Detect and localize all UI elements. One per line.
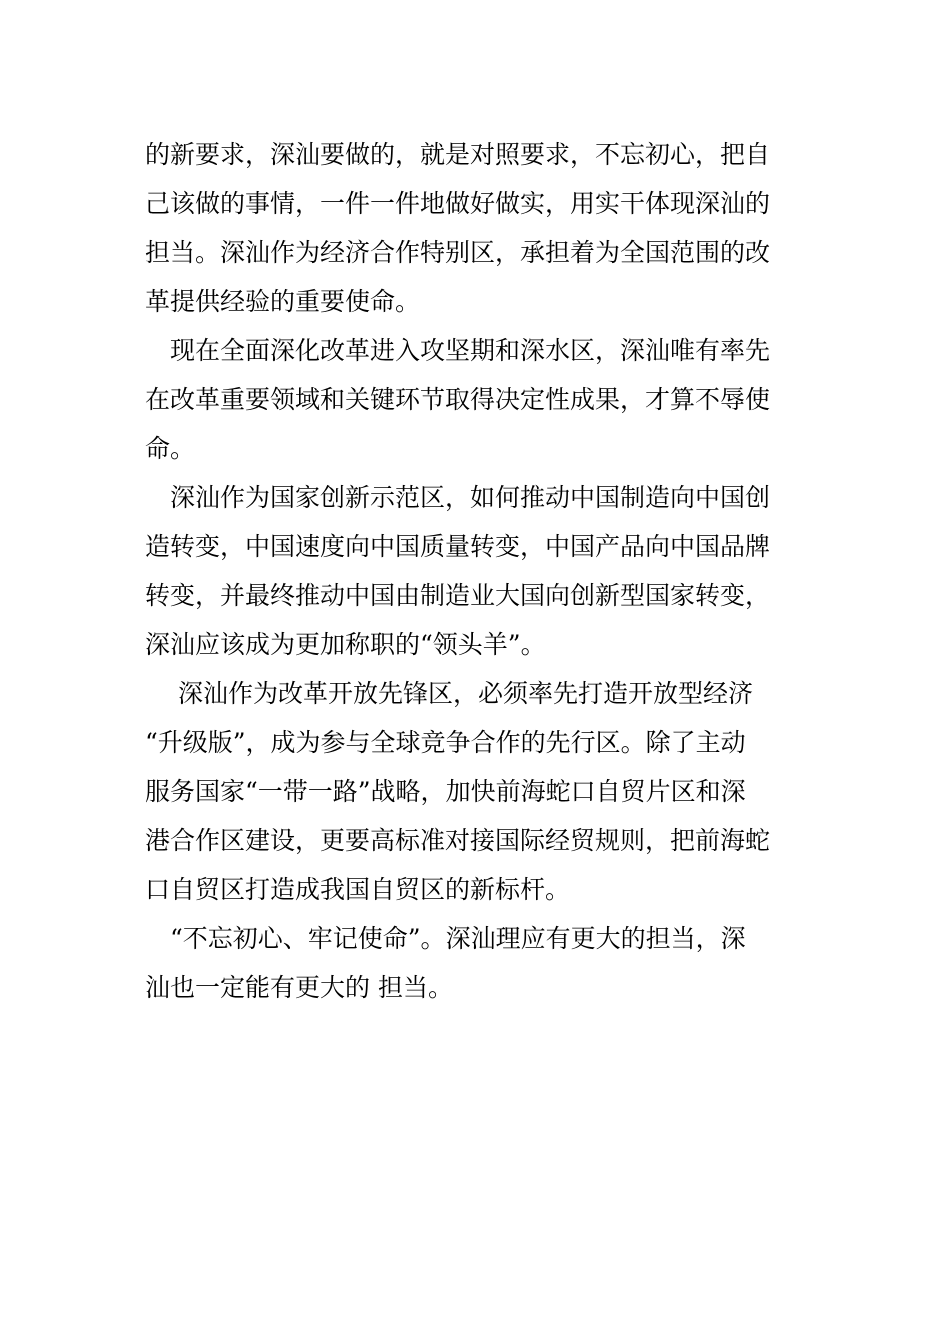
paragraph-3 — [145, 473, 805, 669]
text-line: 口自贸区打造成我国自贸区的新标杆。 — [145, 875, 571, 904]
text-line: “升级版”，成为参与全球竞争合作的先行区。除了主动 — [145, 728, 746, 757]
text-line: 转变，并最终推动中国由制造业大国向创新型国家转变， — [145, 581, 771, 610]
text-line: 命。 — [145, 434, 196, 463]
text-line: 在改革重要领域和关键环节取得决定性成果，才算不辱使 — [145, 385, 771, 414]
text-line: 担当。深汕作为经济合作特别区，承担着为全国范围的改 — [145, 238, 771, 267]
paragraph-4 — [145, 669, 805, 914]
text-line: 港合作区建设，更要高标准对接国际经贸规则，把前海蛇 — [145, 826, 771, 855]
text-line: 造转变，中国速度向中国质量转变，中国产品向中国品牌 — [145, 532, 771, 561]
text-line: 革提供经验的重要使命。 — [145, 287, 421, 316]
text-line: 现在全面深化改革进入攻坚期和深水区，深汕唯有率先 — [145, 336, 771, 365]
text-line: 深汕作为国家创新示范区，如何推动中国制造向中国创 — [145, 483, 771, 512]
text-line: 深汕应该成为更加称职的“领头羊”。 — [145, 630, 546, 659]
text-line: 的新要求，深汕要做的，就是对照要求，不忘初心，把自 — [145, 140, 771, 169]
paragraph-1 — [145, 130, 805, 326]
text-line: “不忘初心、牢记使命”。深汕理应有更大的担当，深 — [145, 924, 746, 953]
text-line: 深汕作为改革开放先锋区，必须率先打造开放型经济 — [145, 679, 753, 708]
text-line: 己该做的事情，一件一件地做好做实，用实干体现深汕的 — [145, 189, 771, 218]
text-line: 汕也一定能有更大的 担当。 — [145, 973, 453, 1002]
paragraph-5 — [145, 914, 805, 1012]
document-body — [145, 130, 805, 1012]
text-line: 服务国家“一带一路”战略，加快前海蛇口自贸片区和深 — [145, 777, 746, 806]
paragraph-2 — [145, 326, 805, 473]
